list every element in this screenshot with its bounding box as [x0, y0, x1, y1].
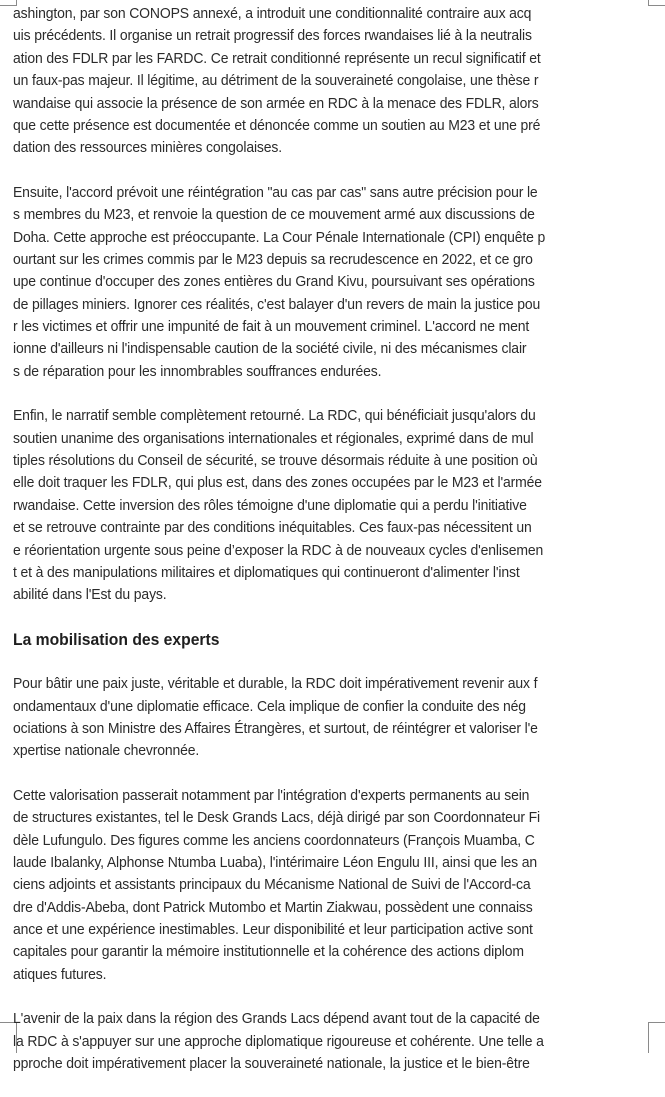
text-line: t et à des manipulations militaires et diplomatiques qui continueront d'alimenter l'inst [13, 563, 520, 581]
text-line: wandaise qui associe la présence de son armée en RDC à la menace des FDLR, alors [13, 94, 539, 112]
text-line: dèle Lufungulo. Des figures comme les anciens coordonnateurs (François Muamba, C [13, 831, 535, 849]
text-line: ciens adjoints et assistants principaux du Mécanisme National de Suivi de l'Accord-ca [13, 876, 531, 894]
paragraph [13, 3, 653, 160]
text-line: que cette présence est documentée et dénoncée comme un soutien au M23 et une pré [13, 116, 541, 134]
text-line: dre d'Addis-Abeba, dont Patrick Mutombo et Martin Ziakwau, possèdent une connaiss [13, 898, 533, 916]
paragraph [13, 673, 653, 763]
text-line: r les victimes et offrir une impunité de fait à un mouvement criminel. L'accord ne ment [13, 318, 530, 336]
paragraph [13, 1008, 653, 1075]
text-line: Doha. Cette approche est préoccupante. La Cour Pénale Internationale (CPI) enquête p [13, 228, 546, 246]
text-line: un faux-pas majeur. Il légitime, au détriment de la souveraineté congolaise, une thèse r [13, 72, 539, 90]
article-body-before-heading [13, 3, 653, 607]
text-line: ionne d'ailleurs ni l'indispensable caution de la société civile, ni des mécanismes clair [13, 340, 527, 358]
text-line: tiples résolutions du Conseil de sécurité, se trouve désormais réduite à une position où [13, 452, 538, 470]
text-line: xpertise nationale chevronnée. [13, 742, 200, 760]
section-heading: La mobilisation des experts [13, 630, 220, 649]
text-line: abilité dans l'Est du pays. [13, 586, 167, 604]
paragraph [13, 785, 653, 987]
text-line: s de réparation pour les innombrables souffrances endurées. [13, 362, 382, 380]
text-line: rwandaise. Cette inversion des rôles témoigne d'une diplomatie qui a perdu l'initiative [13, 496, 527, 514]
text-line: Ensuite, l'accord prévoit une réintégration "au cas par cas" sans autre précision pour le [13, 183, 538, 201]
paragraph [13, 405, 653, 607]
text-line: pproche doit impérativement placer la souveraineté nationale, la justice et le bien-être [13, 1055, 530, 1073]
text-line: e réorientation urgente sous peine d’exposer la RDC à de nouveaux cycles d'enlisemen [13, 541, 544, 559]
document-page [13, 3, 653, 1097]
text-line: ance et une expérience inestimables. Leur disponibilité et leur participation active sont [13, 921, 533, 939]
article-body-after-heading [13, 673, 653, 1075]
text-line: ondamentaux d'une diplomatie efficace. Cela implique de confier la conduite des nég [13, 697, 526, 715]
paragraph [13, 182, 653, 384]
text-line: de structures existantes, tel le Desk Grands Lacs, déjà dirigé par son Coordonnateur Fi [13, 809, 540, 827]
text-line: la RDC à s'appuyer sur une approche diplomatique rigoureuse et cohérente. Une telle a [13, 1032, 544, 1050]
text-line: ourtant sur les crimes commis par le M23 depuis sa recrudescence en 2022, et ce gro [13, 250, 533, 268]
text-line: Cette valorisation passerait notamment par l'intégration d'experts permanents au sein [13, 786, 530, 804]
text-line: Pour bâtir une paix juste, véritable et durable, la RDC doit impérativement revenir aux f [13, 675, 538, 693]
text-line: upe continue d'occuper des zones entières du Grand Kivu, poursuivant ses opérations [13, 273, 535, 291]
text-line: dation des ressources minières congolaises. [13, 139, 283, 157]
text-line: atiques futures. [13, 965, 107, 983]
text-line: laude Ibalanky, Alphonse Ntumba Luaba), l'intérimaire Léon Engulu III, ainsi que les an [13, 853, 538, 871]
text-line: capitales pour garantir la mémoire institutionnelle et la cohérence des actions diplom [13, 943, 524, 961]
text-line: ashington, par son CONOPS annexé, a introduit une conditionnalité contraire aux acq [13, 5, 532, 22]
text-line: et se retrouve contrainte par des conditions inéquitables. Ces faux-pas nécessitent un [13, 519, 532, 537]
text-line: ociations à son Ministre des Affaires Étrangères, et surtout, de réintégrer et valoriser l'e [13, 719, 538, 737]
text-line: Enfin, le narratif semble complètement retourné. La RDC, qui bénéficiait jusqu'alors du [13, 407, 536, 425]
text-line: de pillages miniers. Ignorer ces réalités, c'est balayer d'un revers de main la justice pou [13, 295, 541, 313]
text-line: elle doit traquer les FDLR, qui plus est, dans des zones occupées par le M23 et l'armée [13, 474, 542, 492]
text-line: ation des FDLR par les FARDC. Ce retrait conditionné représente un recul significatif et [13, 49, 541, 67]
text-line: s membres du M23, et renvoie la question de ce mouvement armé aux discussions de [13, 206, 535, 224]
text-line: soutien unanime des organisations internationales et régionales, exprimé dans de mul [13, 429, 534, 447]
text-line: L'avenir de la paix dans la région des Grands Lacs dépend avant tout de la capacité de [13, 1010, 540, 1028]
text-line: uis précédents. Il organise un retrait progressif des forces rwandaises lié à la neutralis [13, 27, 532, 45]
